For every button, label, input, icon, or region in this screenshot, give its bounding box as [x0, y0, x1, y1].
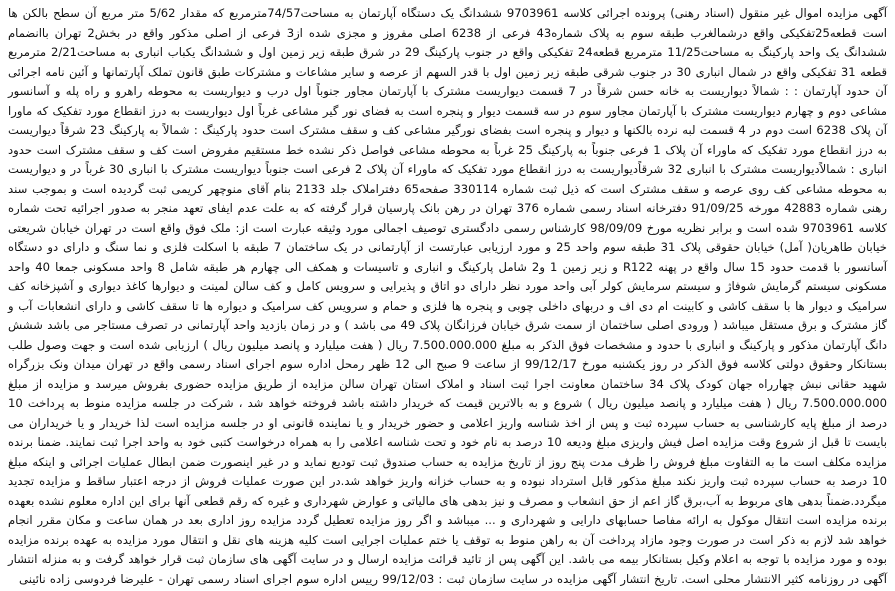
auction-notice-text: آگهی مزایده اموال غیر منقول (اسناد رهنی) پرونده اجرائی کلاسه 9703961 ششدانگ یک دستگاه آپارتمان به مساحت74/57مترمربع که مقدار 5/62 متر مربع آن سطح بالکن ها است قطعه25تفکیکی واقع درشمالغرب طبقه سوم به پلاک شماره43 فرعی از 6238 اصلی مفروز و مجزی شده از3 فرعی از اصلی مذکور واقع در بخش2 تهران باانضمام ششدانگ یک واحد پارکینگ به مساحت11/25 مترمربع قطعه24 تفکیکی واقع در جنوب پارکینگ 29 در شرق طبقه زیر زمین اول و ششدانگ یکباب انباری به مساحت2/21 مترمربع قطعه 31 تفکیکی واقع در شمال انباری 30 در جنوب شرقی طبقه زیر زمین اول با قدر السهم از عرصه و سایر مشاعات و مشترکات طبق قانون تملک آپارتمانها و آئین نامه اجرائی آن حدود آپارتمان : : شمالاً دیواریست به خانه حسن شرقاً در 7 قسمت دیواریست مشترک با آپارتمان مجاور جنوباً اول درب و دیواریست به محوطه راهرو و راه پله و آسانسور مشاعی دوم و چهارم دیواریست مشترک با آپارتمان مجاور سوم در سه قسمت دیوار و پنجره است به فضای نور گیر مشاعی غرباً اول دیواریست به درز انقطاع مورد تفکیک که ماورا آن پلاک 6238 است دوم در 4 قسمت لبه نرده بالکنها و دیوار و پنجره است بفضای نورگیر مشاعی کف و سقف مشترک است حدود پارکینگ : شمالاً به پارکینگ 23 شرقاً دیواریست به درز انقطاع مورد تفکیک که ماوراء آن پلاک 1 فرعی جنوباً به پارکینگ 25 غرباً به محوطه مشاعی فواصل ذکر نشده خط مستقیم مفروض است کف و سقف مشترک است حدود انباری : شمالاًدیواریست مشترک با انباری 32 شرقاًدیواریست به درز انقطاع مورد تفکیک که ماوراء آن پلاک 2 فرعی است جنوباً دیواریست مشترک با انباری 30 غرباً در و دیواریست به محوطه مشاعی کف روی عرصه و سقف مشترک است که ذیل ثبت شماره 330114 صفحه65 دفتراملاک جلد 2133 بنام آقای منوچهر کریمی ثبت گردیده است و بموجب سند رهنی شماره 42883 مورخه 91/09/25 دفترخانه اسناد رسمی شماره 376 تهران در رهن بانک پارسیان قرار گرفته که به علت عدم ایفای تعهد منجر به صدور اجرائیه تحت شماره کلاسه 9703961 شده است و برابر نظریه مورخ 98/09/09 کارشناس رسمی دادگستری توصیف اجمالی مورد وثیقه عبارت است از: ملک فوق واقع است در تهران خیابان شریعتی خیابان طاهریان( آمل) خیابان حقوقی پلاک 31 طبقه سوم واحد 25 و مورد ارزیابی عبارتست از آپارتمانی در یک ساختمان 7 طبقه با اسکلت فلزی و نما سنگ و دارای دو دستگاه آسانسور با قدمت حدود 15 سال واقع در پهنه R122 و زیر زمین 1 و2 شامل پارکینگ و انباری و تاسیسات و همکف الی چهارم هر طبقه شامل 8 واحد مسکونی جمعا 40 واحد مسکونی سیستم گرمایش شوفاژ و سیستم سرمایش کولر آبی واحد مورد نظر دارای دو اتاق و پذیرایی و سرویس کامل و کف سالن لمینت و دیوارها کاغذ دیواری و آشپزخانه کف سرامیک و دیوار ها با سقف کاشی و کابینت ام دی اف و دربهای داخلی چوبی و پنجره ها فلزی و حمام و سرویس کف سرامیک و دیواره ها تا سقف کاشی و دارای انشعابات آب و گاز مشترک و برق مستقل میباشد ( ورودی اصلی ساختمان از سمت شرق خیابان فرزانگان پلاک 49 می باشد ) و در زمان بازدید واحد آپارتمانی در تصرف مستاجر می باشد ششش دانگ آپارتمان مذکور و پارکینگ و انباری با حدود و مشخصات فوق الذکر به مبلغ 7.500.000.000 ریال ( هفت میلیارد و پانصد میلیون ریال ) ارزیابی شده است و جهت وصول طلب بستانکار وحقوق دولتی کلاسه فوق الذکر در روز یکشنبه مورخ 99/12/17 از ساعت 9 صبح الی 12 ظهر رمحل اداره سوم اجرای اسناد رسمی واقع در تهران میدان ونک بزرگراه شهید حقانی نبش چهارراه جهان کودک پلاک 34 ساختمان معاونت اجرا ثبت اسناد و املاک استان تهران سالن مزایده از طریق مزایده حضوری بفروش میرسد و مزایده از مبلغ 7.500.000.000 ریال ( هفت میلیارد و پانصد میلیون ریال ) شروع و به بالاترین قیمت که خریدار داشته باشد فروخته خواهد شد ، شرکت در جلسه مزایده منوط به پرداخت 10 درصد از مبلغ پایه کارشناسی به حساب سپرده ثبت و پس از اخذ شناسه واریز اعلامی و حضور خریدار و یا نماینده قانونی او در جلسه مزایده است لذا خریدار و یا خریداران می بایست تا قبل از شروع وقت مزایده اصل فیش واریزی مبلغ ودیعه 10 درصد به نام خود و تحت شناسه اعلامی را به همراه درخواست کتبی خود به واحد اجرا ثبت نمایند. ضمنا برنده مزایده مکلف است ما به التفاوت مبلغ فروش را ظرف مدت پنج روز از تاریخ مزایده به حساب صندوق ثبت تودیع نماید و در غیر اینصورت ضمن ابطال عملیات اجرائی و اینکه مبلغ 10 درصد به حساب سپرده ثبت واریز نکند مبلغ مذکور قابل استرداد نبوده و به حساب خزانه واریز خواهد شد.در این صورت عملیات فروش از درجه اعتبار ساقط و مزایده تجدید میگردد.ضمناً بدهی های مربوط به آب،برق گاز اعم از حق انشعاب و مصرف و نیز بدهی های مالیاتی و عوارض شهرداری و غیره که رقم قطعی آنها برای این اداره معلوم نشده بعهده برنده مزایده است انتقال موکول به ارائه مفاصا حسابهای دارایی و شهرداری و ... میباشد و اگر روز مزایده تعطیل گردد مزایده روز اداری بعد در همان ساعت و مکان مقرر انجام خواهد شد لازم به ذکر است در صورت وجود مازاد پرداخت آن به راهن منوط به توقف یا ختم عملیات اجرایی است کلیه هزینه های نقل و انتقال مورد مزایده به عهده برنده مزایده بوده و مورد مزایده با توجه به اعلام وکیل بستانکار بیمه می باشد. این آگهی پس از تائید قرائت مزایده ارسال و در سایت آگهی های سازمان ثبت قرار خواهد گرفت و به منزله انتشار آگهی در روزنامه کثیر الانتشار محلی است. تاریخ انتشار آگهی مزایده در سایت سازمان ثبت : 99/12/03 رییس اداره سوم اجرای اسناد رسمی تهران - علیرضا فردوسی زاده نائینی: [8, 6, 888, 586]
